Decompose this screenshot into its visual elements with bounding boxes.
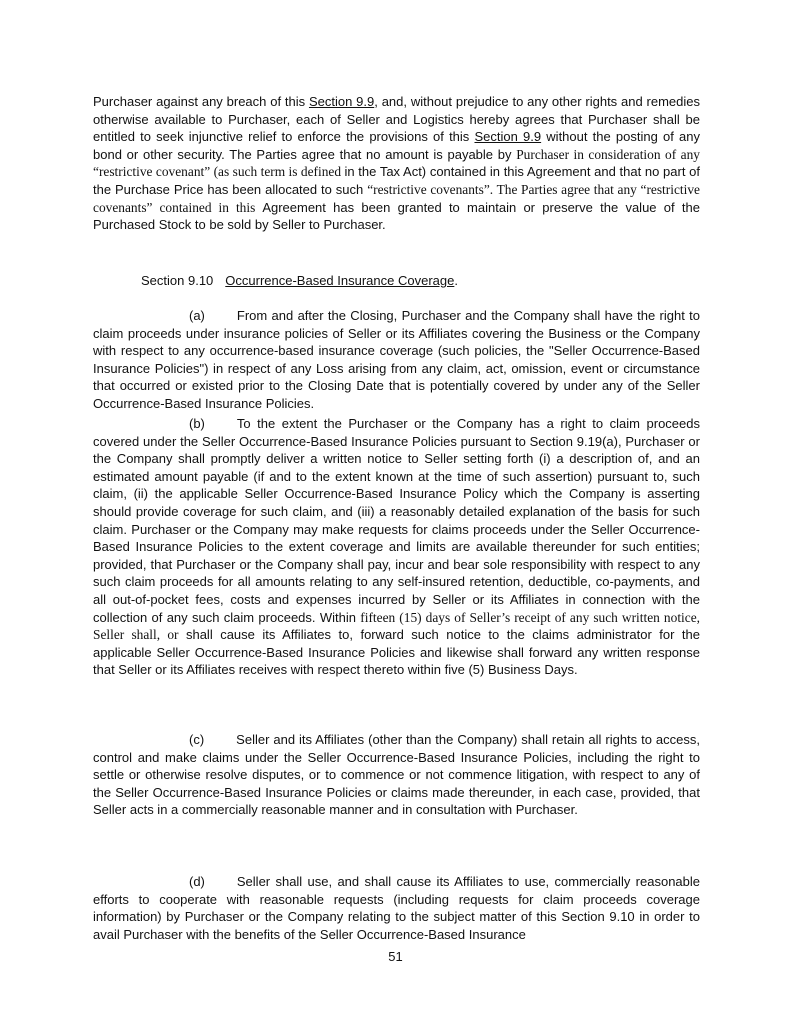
paragraph-a-text: From and after the Closing, Purchaser and the Company shall have the right to claim proceeds under insurance policies of Seller or its Affiliates covering the Business or the Company with respect to any occurrence-based insurance coverage (such policies, the "Seller Occurrence-Based Insurance Policies") in respect of any Loss arising from any claim, act, omission, event or circumstance that occurred or existed prior to the Closing Date that is potentially covered by under any of the Seller Occurrence-Based Insurance Policies. [93,308,700,411]
intro-text-4: Purchaser in consideration of any “restrictive covenant” (as such term is defined [93,146,700,180]
page-number: 51 [388,949,403,964]
intro-text-2: , and, without prejudice to any other rights and remedies otherwise available to Purchaser, each of Seller and Logistics hereby agrees that Purchaser shall be entitled to seek injunctive relief to enforce the provisions of this [93,94,701,145]
paragraph-c-text: Seller and its Affiliates (other than the Company) shall retain all rights to access, control and make claims under the Seller Occurrence-Based Insurance Policies, including the right to settle or otherwise resolve disputes, or to commence or not commence litigation, with respect to any of the Seller Occurrence-Based Insurance Policies or claims made thereunder, in each case, provided, that Seller acts in a commercially reasonable manner and in consultation with Purchaser. [93,732,700,818]
intro-text-1: Purchaser against any breach of this [93,94,309,109]
section-9-9-reference-1: Section 9.9 [308,94,375,109]
section-title: Occurrence-Based Insurance Coverage [225,273,455,288]
paragraph-d-label: (d) [189,874,205,889]
paragraph-b-text-1: To the extent the Purchaser or the Company has a right to claim proceeds covered under the Seller Occurrence-Based Insurance Policies pursuant to Section 9.19(a), Purchaser or the Company shall promptly deliver a written notice to Seller setting forth (i) a description of, and an estimated amount payable (if and to the extent known at the time of such assertion) pursuant to, such claim, (ii) the applicable Seller Occurrence-Based Insurance Policy which the Company is asserting should provide coverage for such claim, and (iii) a reasonably detailed explanation of the basis for such claim. Purchaser or the Company may make requests for claims proceeds under the Seller Occurrence-Based Insurance Policies to the extent coverage and limits are available thereunder for such entities; provided, that Purchaser or the Company shall pay, incur and bear sole responsibility with respect to any such claim proceeds for all amounts relating to any self-insured retention, deductible, co-payments, and all out-of-pocket fees, costs and expenses incurred by Seller or its Affiliates in connection with the collection of any such claim proceeds. Within [93,416,700,625]
section-heading [93,272,748,290]
paragraph-b-text-3: shall cause its Affiliates to, forward such notice to the claims administrator for the applicable Seller Occurrence-Based Insurance Policies and likewise shall forward any written response that Seller or its Affiliates receives with respect thereto within five (5) Business Days. [93,627,700,678]
intro-text-5: in the Tax Act) contained in this Agreement and that no part of the Purchase Price has been allocated to such [93,164,700,197]
section-9-9-reference-2: Section 9.9 [474,129,542,145]
paragraph-a-label: (a) [189,308,205,323]
intro-text-7: Agreement has been granted to maintain or preserve the value of the Purchased Stock to be sold by Seller to Purchaser. [93,199,700,233]
intro-text-6: “restrictive covenants”. The Parties agree that any “restrictive covenants” contained in this [93,181,700,215]
paragraph-b-label: (b) [189,416,205,431]
paragraph-c-label: (c) [189,732,205,747]
paragraph-b-text-2: fifteen (15) days of Seller’s receipt of any such written notice, Seller shall, or [93,609,700,643]
section-title-period: . [454,273,458,288]
paragraph-d-text: Seller shall use, and shall cause its Affiliates to use, commercially reasonable efforts to cooperate with reasonable requests (including requests for claim proceeds coverage information) by Purchaser or the Company relating to the subject matter of this Section 9.10 in order to avail Purchaser with the benefits of the Seller Occurrence-Based Insurance [93,874,700,942]
intro-paragraph [93,93,700,234]
paragraph-c [93,731,700,819]
intro-text-3: without the posting of any bond or other security. The Parties agree that no amount is payable by [93,129,701,162]
paragraph-d [93,873,700,943]
paragraph-a [93,307,700,413]
section-number: Section 9.10 [141,273,214,288]
paragraph-b [93,415,700,679]
